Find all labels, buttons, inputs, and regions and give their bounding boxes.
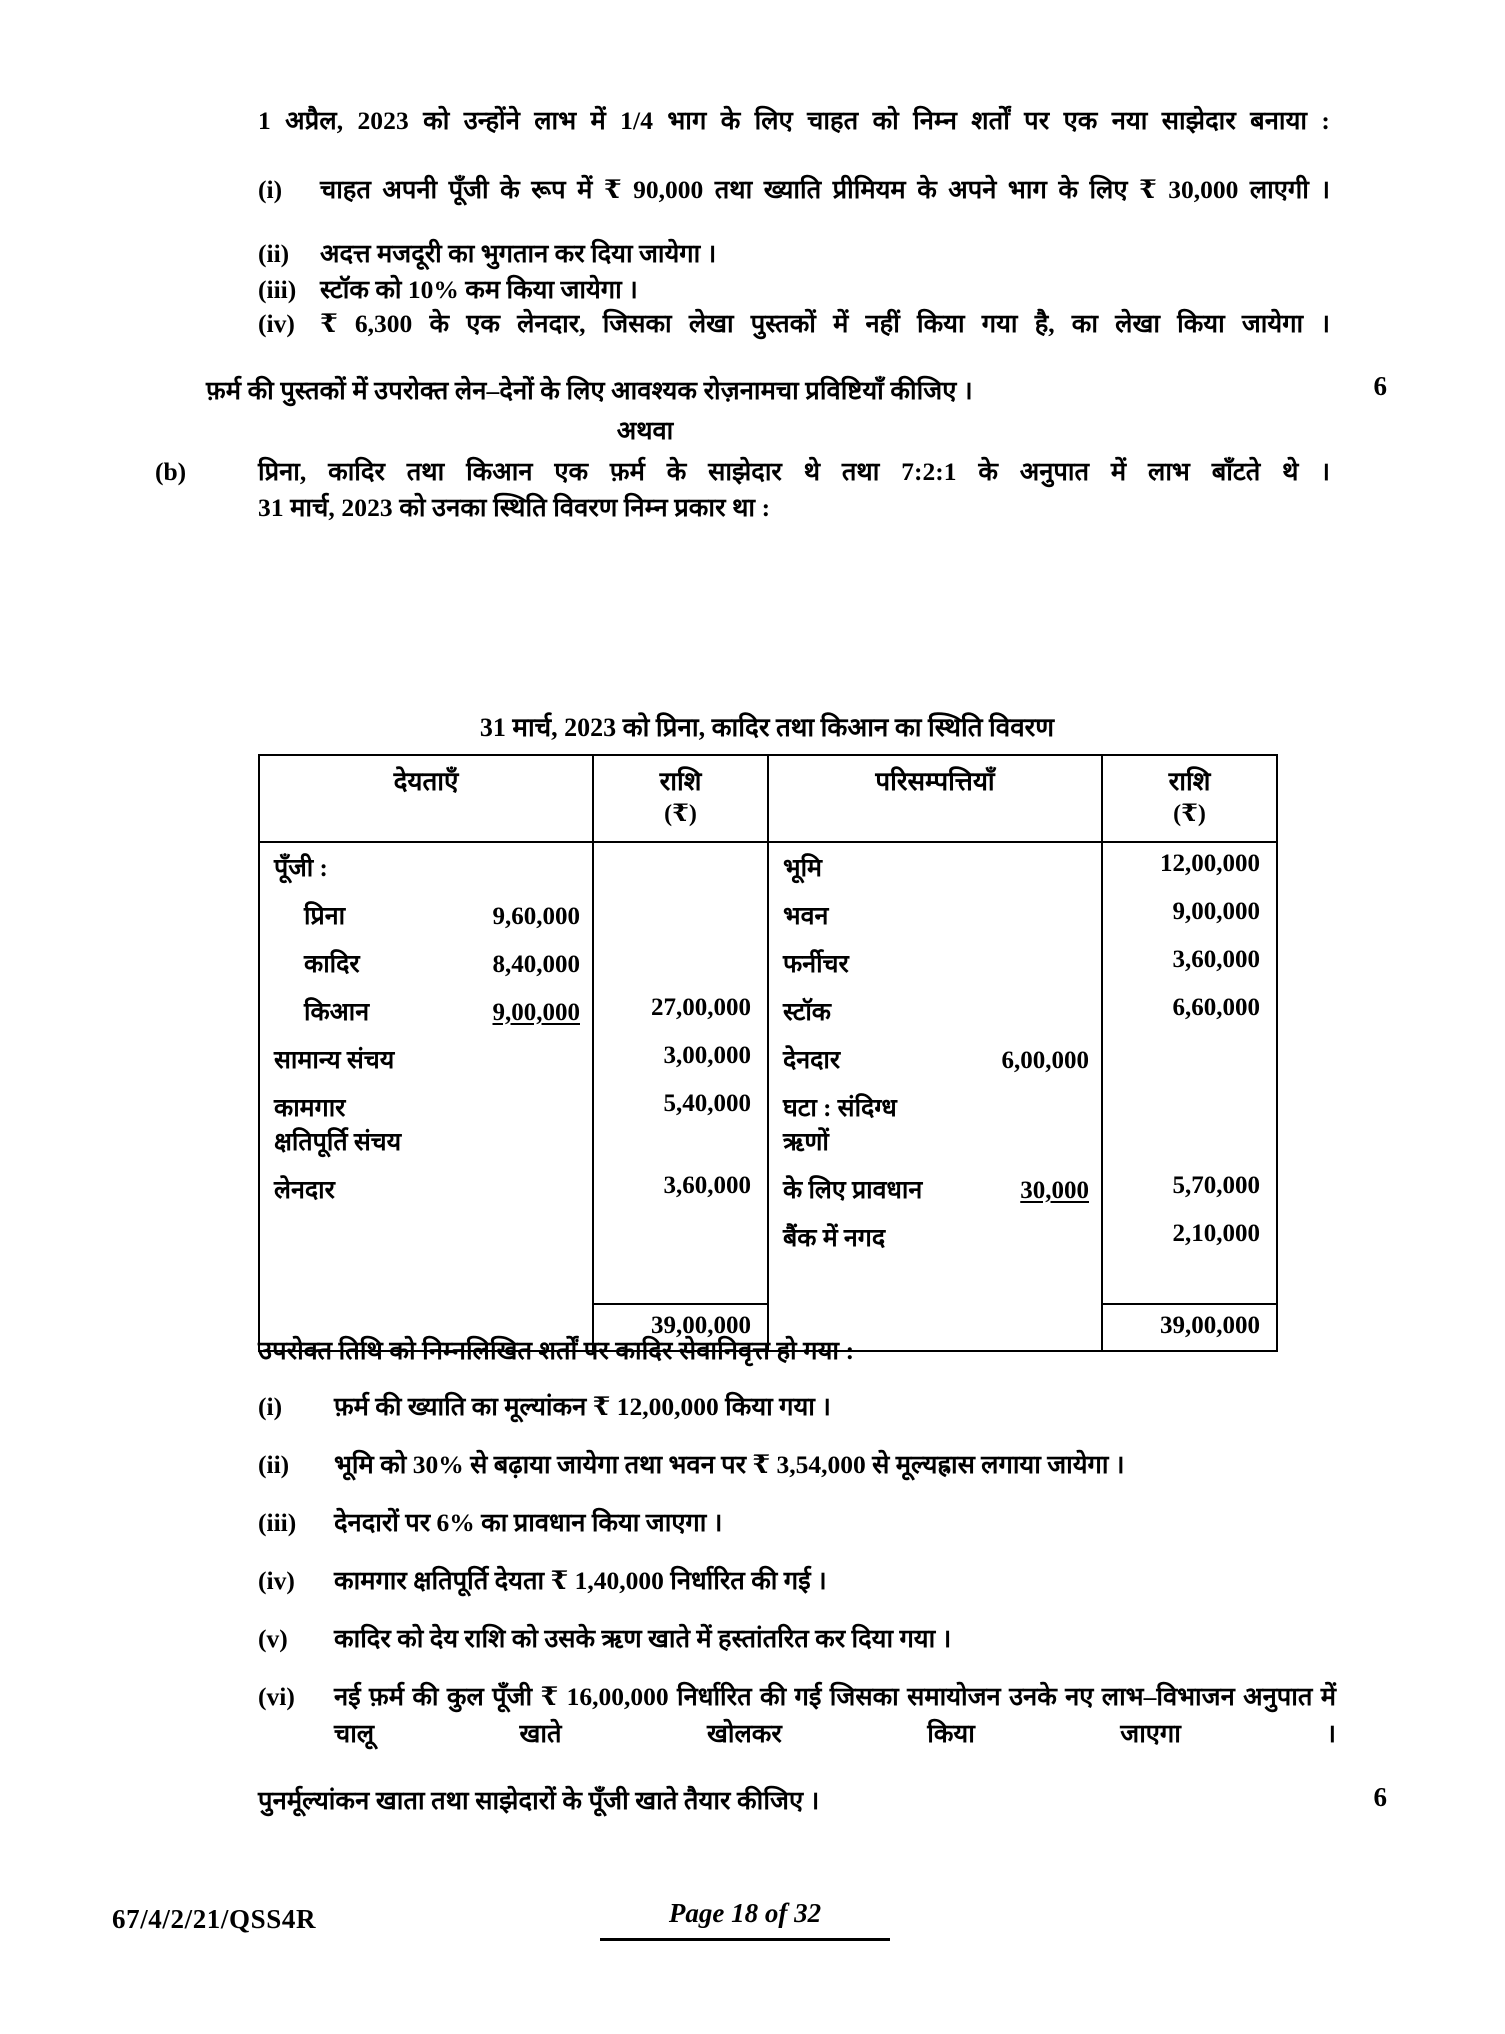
liability-amount [593, 842, 768, 891]
list-item-text: कामगार क्षतिपूर्ति देयता ₹ 1,40,000 निर्धारित की गई । [334, 1566, 827, 1595]
list-item-label: (iii) [258, 1508, 297, 1537]
header-amount-unit: (₹) [1173, 800, 1206, 827]
asset-cell [768, 842, 1102, 891]
asset-name: भवन [783, 902, 829, 930]
table-row [259, 987, 1277, 1035]
list-item-text: भूमि को 30% से बढ़ाया जायेगा तथा भवन पर ₹ 3,54,000 से मूल्यह्रास लगाया जायेगा । [334, 1450, 1125, 1479]
list-item-text: ₹ 6,300 के एक लेनदार, जिसका लेखा पुस्तकों में नहीं किया गया है, का लेखा किया जायेगा । [320, 309, 1330, 338]
list-item-label: (vi) [258, 1682, 295, 1711]
asset-subamount: 30,000 [1020, 1176, 1089, 1204]
header-liabilities: देयताएँ [259, 755, 593, 842]
list-item-text: देनदारों पर 6% का प्रावधान किया जाएगा । [334, 1508, 723, 1537]
table-row [259, 1213, 1277, 1261]
header-amount-unit: (₹) [664, 800, 697, 827]
footer-paper-code: 67/4/2/21/QSS4R [112, 1904, 317, 1934]
table-row-filler [259, 1261, 1277, 1304]
question-b-instruction: पुनर्मूल्यांकन खाता तथा साझेदारों के पूँजी खाते तैयार कीजिए । [258, 1786, 820, 1815]
or-separator: अथवा [616, 416, 674, 445]
list-item [258, 1505, 1330, 1542]
asset-amount: 3,60,000 [1102, 939, 1277, 987]
list-item [258, 236, 1330, 273]
asset-amount [1102, 1261, 1277, 1304]
list-item-label: (iv) [258, 1566, 295, 1595]
list-item-text: फ़र्म की ख्याति का मूल्यांकन ₹ 12,00,000 किया गया । [334, 1392, 831, 1421]
list-item-label: (i) [258, 175, 283, 204]
asset-name: देनदार [783, 1046, 841, 1074]
asset-cell [768, 1165, 1102, 1213]
asset-amount: 2,10,000 [1102, 1213, 1277, 1261]
liability-amount: 3,00,000 [593, 1035, 768, 1083]
liability-amount: 3,60,000 [593, 1165, 768, 1213]
list-item-label: (iii) [258, 275, 297, 304]
asset-subamount: 6,00,000 [1001, 1046, 1089, 1074]
table-header-row [259, 755, 1277, 842]
asset-amount [1102, 1035, 1277, 1083]
liability-cell [259, 1213, 593, 1261]
liability-name: लेनदार [274, 1176, 335, 1204]
liability-amount [593, 939, 768, 987]
list-item-label: (ii) [258, 239, 290, 268]
asset-name: बैंक में नगद [783, 1224, 886, 1252]
asset-amount [1102, 1083, 1277, 1165]
asset-cell [768, 1261, 1102, 1304]
question-b-label: (b) [155, 457, 187, 486]
table-row [259, 939, 1277, 987]
header-amount-assets [1102, 755, 1277, 842]
marks-question-a: 6 [1373, 371, 1387, 401]
asset-amount: 6,60,000 [1102, 987, 1277, 1035]
question-a-instruction: फ़र्म की पुस्तकों में उपरोक्त लेन–देनों के लिए आवश्यक रोज़नामचा प्रविष्टियाँ कीजिए । [206, 376, 973, 405]
liability-cell [259, 891, 593, 939]
total-amount-assets: 39,00,000 [1102, 1304, 1277, 1351]
liability-name: कादिर [304, 950, 360, 978]
asset-name: घटा : संदिग्ध ऋणों [783, 1094, 897, 1156]
table-row [259, 1083, 1277, 1165]
list-item-text: नई फ़र्म की कुल पूँजी ₹ 16,00,000 निर्धारित की गई जिसका समायोजन उनके नए लाभ–विभाजन अनुपात में चालू खाते खोलकर किया जाएगा । [334, 1682, 1336, 1748]
question-a-intro: 1 अप्रैल, 2023 को उन्होंने लाभ में 1/4 भाग के लिए चाहत को निम्न शर्तों पर एक नया साझेदार बनाया : [258, 106, 1330, 135]
asset-name: स्टॉक [783, 998, 832, 1026]
liability-cell [259, 842, 593, 891]
table-row [259, 1035, 1277, 1083]
header-amount-label: राशि [659, 767, 702, 796]
liability-subamount: 9,60,000 [492, 902, 580, 930]
header-amount-liabilities [593, 755, 768, 842]
question-b-after-table-intro: उपरोक्त तिथि को निम्नलिखित शर्तों पर कादिर सेवानिवृत्त हो गया : [258, 1336, 855, 1365]
question-b-line1-row [155, 454, 1330, 491]
liability-cell [259, 939, 593, 987]
list-item-label: (ii) [258, 1450, 290, 1479]
asset-name: फर्नीचर [783, 950, 849, 978]
list-item [258, 172, 1330, 209]
liability-amount: 5,40,000 [593, 1083, 768, 1165]
liability-name: किआन [304, 998, 370, 1026]
liability-subamount: 9,00,000 [492, 998, 580, 1026]
list-item [258, 1563, 1330, 1600]
list-item-text: अदत्त मजदूरी का भुगतान कर दिया जायेगा । [320, 239, 717, 268]
liability-name: पूँजी : [274, 854, 328, 882]
table-row [259, 842, 1277, 891]
liability-cell [259, 1035, 593, 1083]
list-item-label: (v) [258, 1624, 288, 1653]
liability-amount [593, 1261, 768, 1304]
asset-amount: 12,00,000 [1102, 842, 1277, 891]
table-row [259, 891, 1277, 939]
list-item-text: स्टॉक को 10% कम किया जायेगा । [320, 275, 638, 304]
list-item-text: चाहत अपनी पूँजी के रूप में ₹ 90,000 तथा ख्याति प्रीमियम के अपने भाग के लिए ₹ 30,000 लाएगी । [320, 175, 1330, 204]
liability-name: प्रिना [304, 902, 346, 930]
list-item [258, 1389, 1330, 1426]
header-assets: परिसम्पत्तियाँ [768, 755, 1102, 842]
question-b-line2: 31 मार्च, 2023 को उनका स्थिति विवरण निम्न प्रकार था : [258, 493, 771, 522]
asset-amount: 9,00,000 [1102, 891, 1277, 939]
balance-sheet-title: 31 मार्च, 2023 को प्रिना, कादिर तथा किआन का स्थिति विवरण [479, 713, 1055, 742]
liability-name: कामगार क्षतिपूर्ति संचय [274, 1094, 402, 1156]
asset-name: के लिए प्रावधान [783, 1176, 923, 1204]
list-item-label: (iv) [258, 309, 295, 338]
asset-cell [768, 1035, 1102, 1083]
liability-amount [593, 891, 768, 939]
asset-cell [768, 1083, 1102, 1165]
liability-cell [259, 987, 593, 1035]
liability-subamount: 8,40,000 [492, 950, 580, 978]
balance-sheet-table [258, 754, 1278, 1352]
asset-amount: 5,70,000 [1102, 1165, 1277, 1213]
list-item [258, 1621, 1330, 1658]
asset-cell [768, 987, 1102, 1035]
asset-name: भूमि [783, 854, 823, 882]
liability-cell [259, 1165, 593, 1213]
total-amount-liabilities: 39,00,000 [593, 1304, 768, 1351]
footer-underline [600, 1938, 890, 1941]
list-item [258, 1679, 1336, 1753]
list-item-text: कादिर को देय राशि को उसके ऋण खाते में हस्तांतरित कर दिया गया । [334, 1624, 952, 1653]
liability-amount: 27,00,000 [593, 987, 768, 1035]
question-b-line1: प्रिना, कादिर तथा किआन एक फ़र्म के साझेदार थे तथा 7:2:1 के अनुपात में लाभ बाँटते थे । [258, 457, 1330, 486]
list-item-label: (i) [258, 1392, 283, 1421]
list-item [258, 272, 1330, 309]
list-item [258, 306, 1330, 343]
asset-cell [768, 891, 1102, 939]
asset-cell [768, 1213, 1102, 1261]
asset-cell [768, 939, 1102, 987]
liability-cell [259, 1083, 593, 1165]
list-item [258, 1447, 1336, 1484]
header-amount-label: राशि [1168, 767, 1211, 796]
marks-question-b: 6 [1373, 1782, 1387, 1812]
footer-page-number: Page 18 of 32 [668, 1898, 822, 1928]
balance-sheet [258, 708, 1276, 1352]
liability-cell [259, 1261, 593, 1304]
liability-name: सामान्य संचय [274, 1046, 395, 1074]
liability-amount [593, 1213, 768, 1261]
table-row [259, 1165, 1277, 1213]
